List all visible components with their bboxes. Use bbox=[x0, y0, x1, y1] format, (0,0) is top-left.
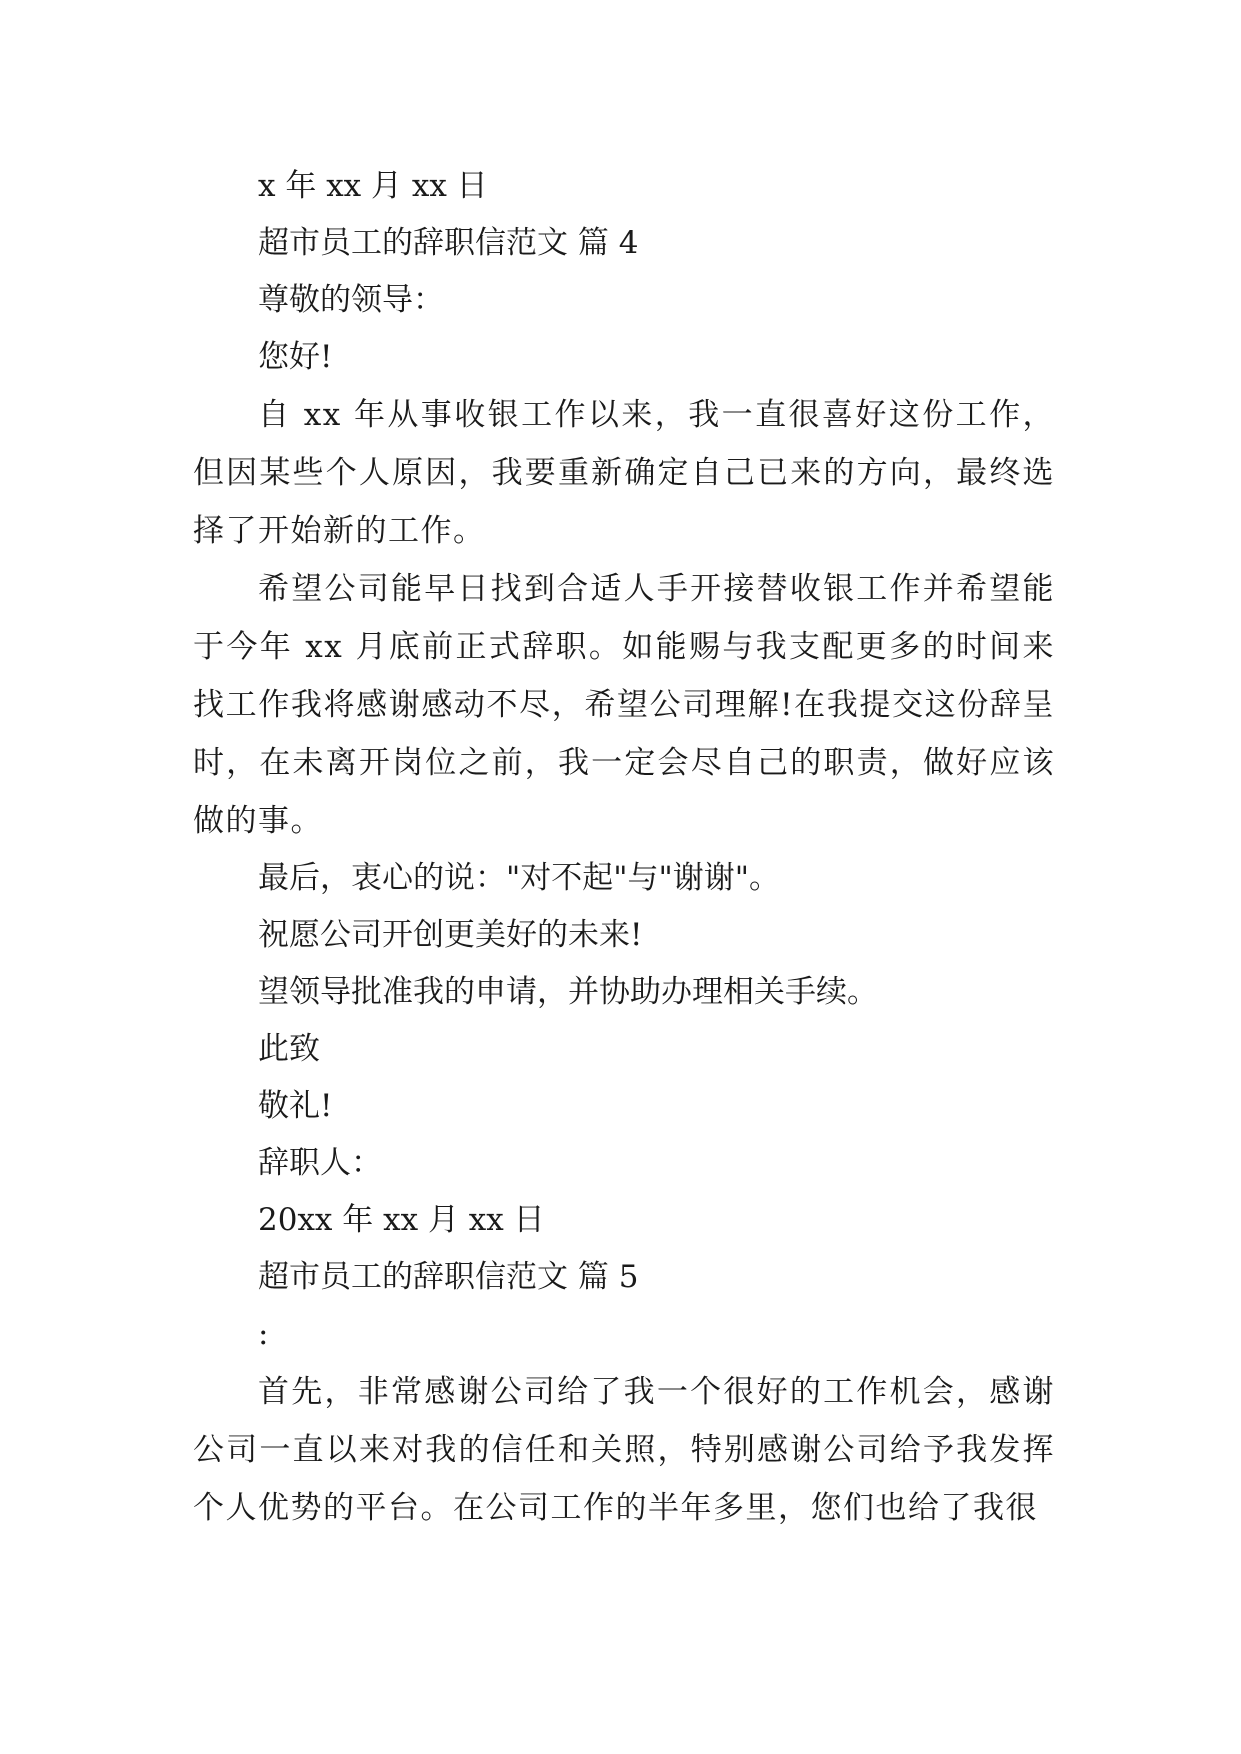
section-heading-4: 超市员工的辞职信范文 篇 4 bbox=[258, 225, 639, 261]
date-line: x 年 xx 月 xx 日 bbox=[258, 168, 488, 204]
closing-line: 最后，衷心的说："对不起"与"谢谢"。 bbox=[258, 860, 781, 896]
body-paragraph: 希望公司能早日找到合适人手开接替收银工作并希望能于今年 xx 月底前正式辞职。如能赐与我支配更多的时间来找工作我将感谢感动不尽，希望公司理解!在我提交这份辞呈时，在未离开岗位之前，我一定会尽自己的职责，做好应该做的事。 bbox=[193, 571, 1055, 839]
body-paragraph: 自 xx 年从事收银工作以来，我一直很喜好这份工作，但因某些个人原因，我要重新确定自己已来的方向，最终选择了开始新的工作。 bbox=[193, 397, 1055, 549]
signature-date: 20xx 年 xx 月 xx 日 bbox=[258, 1202, 545, 1238]
closing-line: 望领导批准我的申请，并协助办理相关手续。 bbox=[258, 974, 878, 1010]
section-heading-5: 超市员工的辞职信范文 篇 5 bbox=[258, 1259, 639, 1295]
salutation: : bbox=[258, 1316, 269, 1352]
signature-label: 辞职人： bbox=[258, 1145, 382, 1181]
body-paragraph: 首先，非常感谢公司给了我一个很好的工作机会，感谢公司一直以来对我的信任和关照，特别感谢公司给予我发挥个人优势的平台。在公司工作的半年多里，您们也给了我很 bbox=[193, 1374, 1055, 1526]
document-body bbox=[193, 158, 1055, 1537]
closing-phrase: 敬礼! bbox=[258, 1088, 333, 1124]
closing-phrase: 此致 bbox=[258, 1031, 320, 1067]
salutation: 尊敬的领导： bbox=[258, 282, 444, 318]
greeting: 您好! bbox=[258, 339, 333, 375]
closing-line: 祝愿公司开创更美好的未来! bbox=[258, 917, 643, 953]
